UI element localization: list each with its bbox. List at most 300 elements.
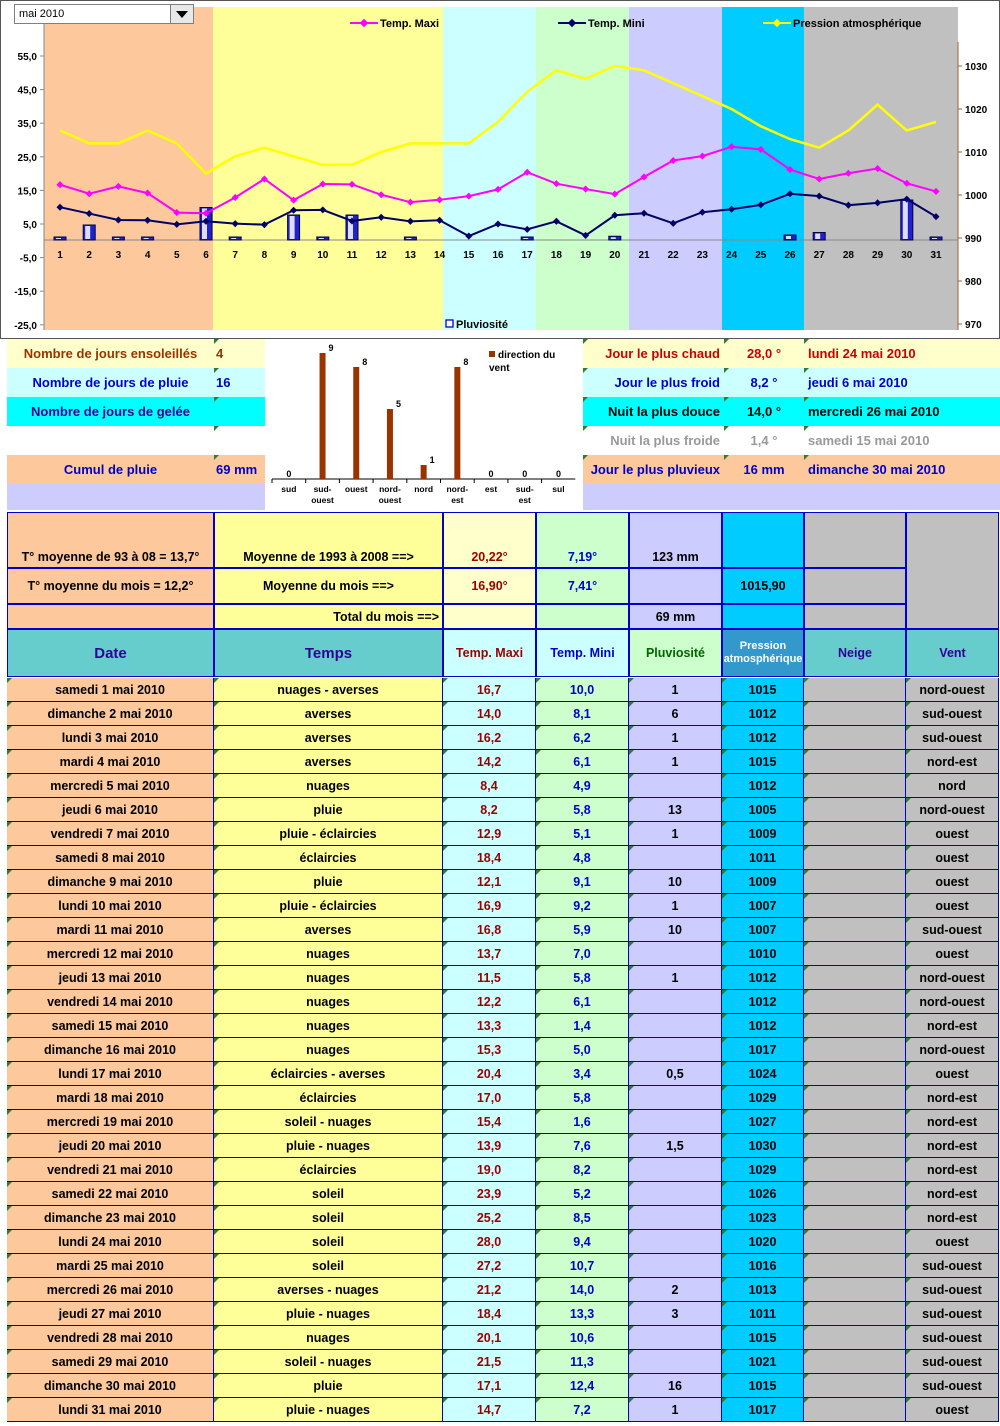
cell-rain xyxy=(629,1254,722,1278)
cell-marker xyxy=(214,1326,219,1331)
cell-marker xyxy=(724,455,729,460)
cell-marker xyxy=(906,942,911,947)
cell-marker xyxy=(7,1014,12,1019)
cell-marker xyxy=(906,1038,911,1043)
cell-max: 14,7 xyxy=(443,1398,536,1422)
header-snow: Neige xyxy=(804,629,906,677)
cell-marker xyxy=(443,1038,448,1043)
chevron-down-icon[interactable] xyxy=(170,5,193,23)
cell-marker xyxy=(722,1134,727,1139)
cell-wind: ouest xyxy=(906,1398,999,1422)
cell-min: 7,0 xyxy=(536,942,629,966)
cell-marker xyxy=(443,870,448,875)
cell-marker xyxy=(629,798,634,803)
cell-temps: éclaircies xyxy=(214,1086,443,1110)
stat-label: Nombre de jours ensoleillés xyxy=(7,339,214,368)
cell-max: 12,1 xyxy=(443,870,536,894)
wind-value-label: 8 xyxy=(463,357,469,367)
cell-wind: nord-ouest xyxy=(906,1038,999,1062)
cell-max: 21,2 xyxy=(443,1278,536,1302)
cell-marker xyxy=(804,1398,809,1403)
cell-marker xyxy=(906,678,911,683)
row1-label: Moyenne de 1993 à 2008 ==> xyxy=(214,512,443,568)
cell-min: 1,4 xyxy=(536,1014,629,1038)
cell-marker xyxy=(443,1086,448,1091)
cell-marker xyxy=(804,726,809,731)
cell-max: 13,3 xyxy=(443,1014,536,1038)
cell-press: 1012 xyxy=(722,990,804,1014)
cell-marker xyxy=(7,1206,12,1211)
cell-marker xyxy=(906,894,911,899)
cell-wind: sud-ouest xyxy=(906,1302,999,1326)
cell-max: 28,0 xyxy=(443,1230,536,1254)
cell-marker xyxy=(536,966,541,971)
legend-label: Temp. Mini xyxy=(588,18,645,30)
cell-marker xyxy=(906,702,911,707)
cell-marker xyxy=(536,1374,541,1379)
record-value: 14,0 ° xyxy=(724,397,804,426)
cell-marker xyxy=(722,966,727,971)
cell-snow xyxy=(804,1278,906,1302)
cell-marker xyxy=(7,1038,12,1043)
y2-tick-label: 990 xyxy=(965,234,982,245)
cell-temps: soleil xyxy=(214,1254,443,1278)
cell-snow xyxy=(804,966,906,990)
cell-marker xyxy=(906,1062,911,1067)
cell-marker xyxy=(7,702,12,707)
cell-date: jeudi 6 mai 2010 xyxy=(7,798,214,822)
cell-max: 14,0 xyxy=(443,702,536,726)
cell-marker xyxy=(536,1158,541,1163)
row3-snow xyxy=(804,604,906,629)
cell-marker xyxy=(722,1326,727,1331)
row3-press xyxy=(722,604,804,629)
cell-marker xyxy=(629,1374,634,1379)
y-tick-label: -5,0 xyxy=(19,253,37,265)
header-min: Temp. Mini xyxy=(536,629,629,677)
cell-press: 1029 xyxy=(722,1158,804,1182)
y-tick-label: 5,0 xyxy=(23,220,37,231)
cell-marker xyxy=(214,1062,219,1067)
cell-press: 1013 xyxy=(722,1278,804,1302)
avg-9308-label: T° moyenne de 93 à 08 = 13,7° xyxy=(7,512,214,568)
legend-label: Pression atmosphérique xyxy=(793,18,922,30)
x-tick-label: 5 xyxy=(174,250,180,261)
cell-wind: nord-ouest xyxy=(906,990,999,1014)
cell-press: 1024 xyxy=(722,1062,804,1086)
cell-marker xyxy=(629,678,634,683)
cell-marker xyxy=(804,798,809,803)
cell-date: dimanche 23 mai 2010 xyxy=(7,1206,214,1230)
cell-marker xyxy=(214,1278,219,1283)
cell-rain: 10 xyxy=(629,918,722,942)
cell-marker xyxy=(804,1014,809,1019)
cell-marker xyxy=(214,846,219,851)
cell-min: 9,2 xyxy=(536,894,629,918)
stat-label: Nombre de jours de pluie xyxy=(7,368,214,397)
cell-marker xyxy=(536,678,541,683)
cell-date: samedi 15 mai 2010 xyxy=(7,1014,214,1038)
cell-marker xyxy=(722,1038,727,1043)
cell-marker xyxy=(906,846,911,851)
cell-press: 1020 xyxy=(722,1230,804,1254)
x-tick-label: 1 xyxy=(57,250,63,261)
cell-marker xyxy=(214,678,219,683)
cell-rain xyxy=(629,774,722,798)
cell-marker xyxy=(722,678,727,683)
cell-rain: 1 xyxy=(629,894,722,918)
cell-date: samedi 8 mai 2010 xyxy=(7,846,214,870)
y-tick-label: 35,0 xyxy=(17,119,37,131)
cell-marker xyxy=(443,1398,448,1403)
month-select-value: mai 2010 xyxy=(19,8,65,20)
cell-marker xyxy=(214,774,219,779)
wind-value-label: 0 xyxy=(488,469,494,479)
cell-snow xyxy=(804,894,906,918)
wind-category-label: nord- xyxy=(446,484,469,494)
y-tick-label: -25,0 xyxy=(14,320,37,332)
cell-wind: nord-est xyxy=(906,1206,999,1230)
x-tick-label: 12 xyxy=(375,250,387,261)
cell-marker xyxy=(724,426,729,431)
cell-wind: ouest xyxy=(906,1230,999,1254)
cell-max: 15,3 xyxy=(443,1038,536,1062)
x-tick-label: 30 xyxy=(901,250,913,261)
wind-category-label: sud- xyxy=(515,484,534,494)
cell-wind: nord xyxy=(906,774,999,798)
cell-press: 1005 xyxy=(722,798,804,822)
cell-marker xyxy=(536,1182,541,1187)
cell-snow xyxy=(804,822,906,846)
cell-max: 15,4 xyxy=(443,1110,536,1134)
cell-marker xyxy=(536,1206,541,1211)
cell-marker xyxy=(629,822,634,827)
cell-rain: 3 xyxy=(629,1302,722,1326)
cell-wind: sud-ouest xyxy=(906,1278,999,1302)
cell-temps: éclaircies xyxy=(214,1158,443,1182)
cell-date: mercredi 19 mai 2010 xyxy=(7,1110,214,1134)
month-select[interactable] xyxy=(14,4,194,24)
cell-marker xyxy=(583,368,588,373)
cell-snow xyxy=(804,1374,906,1398)
cell-min: 5,2 xyxy=(536,1182,629,1206)
cell-marker xyxy=(906,1374,911,1379)
cell-marker xyxy=(804,1038,809,1043)
cell-temps: nuages - averses xyxy=(214,678,443,702)
record-value: 28,0 ° xyxy=(724,339,804,368)
cell-date: vendredi 28 mai 2010 xyxy=(7,1326,214,1350)
cell-marker xyxy=(536,990,541,995)
cell-temps: pluie - nuages xyxy=(214,1398,443,1422)
cell-marker xyxy=(629,726,634,731)
cell-marker xyxy=(214,942,219,947)
cell-marker xyxy=(7,1278,12,1283)
cell-marker xyxy=(443,1134,448,1139)
cell-rain: 1 xyxy=(629,678,722,702)
cell-marker xyxy=(906,870,911,875)
header-max: Temp. Maxi xyxy=(443,629,536,677)
cell-marker xyxy=(804,942,809,947)
x-tick-label: 14 xyxy=(434,250,446,261)
cell-wind: ouest xyxy=(906,822,999,846)
cell-rain xyxy=(629,846,722,870)
rain-bar-shine xyxy=(114,238,119,239)
cell-marker xyxy=(214,368,219,373)
stat-label: Cumul de pluie xyxy=(7,455,214,484)
cell-marker xyxy=(629,1230,634,1235)
cell-wind: nord-est xyxy=(906,1086,999,1110)
cell-marker xyxy=(906,990,911,995)
rain-bar-shine xyxy=(231,238,236,239)
wind-category-label: sud- xyxy=(313,484,332,494)
cell-date: vendredi 7 mai 2010 xyxy=(7,822,214,846)
wind-bar xyxy=(454,367,460,479)
y2-tick-label: 1010 xyxy=(965,148,988,159)
cell-marker xyxy=(443,750,448,755)
cell-marker xyxy=(629,1278,634,1283)
cell-marker xyxy=(7,1326,12,1331)
cell-wind: nord-est xyxy=(906,750,999,774)
cell-max: 13,9 xyxy=(443,1134,536,1158)
rain-bar-shine xyxy=(144,238,149,239)
x-tick-label: 19 xyxy=(580,250,592,261)
cell-marker xyxy=(906,1014,911,1019)
cell-marker xyxy=(906,798,911,803)
y-tick-label: 25,0 xyxy=(17,152,37,164)
cell-marker xyxy=(7,1182,12,1187)
cell-date: vendredi 21 mai 2010 xyxy=(7,1158,214,1182)
x-tick-label: 21 xyxy=(638,250,650,261)
cell-press: 1017 xyxy=(722,1038,804,1062)
cell-wind: nord-est xyxy=(906,1158,999,1182)
row3-blank xyxy=(7,604,214,629)
x-tick-label: 22 xyxy=(667,250,679,261)
cell-press: 1026 xyxy=(722,1182,804,1206)
legend-rain-label: Pluviosité xyxy=(456,319,508,331)
cell-marker xyxy=(536,1110,541,1115)
cell-max: 17,0 xyxy=(443,1086,536,1110)
cell-marker xyxy=(443,966,448,971)
x-tick-label: 23 xyxy=(696,250,708,261)
cell-marker xyxy=(214,1254,219,1259)
cell-max: 16,7 xyxy=(443,678,536,702)
cell-marker xyxy=(443,726,448,731)
cell-temps: nuages xyxy=(214,1014,443,1038)
cell-marker xyxy=(443,678,448,683)
cell-marker xyxy=(722,990,727,995)
cell-marker xyxy=(7,1350,12,1355)
cell-max: 20,4 xyxy=(443,1062,536,1086)
cell-temps: pluie xyxy=(214,870,443,894)
wind-category-label: est xyxy=(451,495,464,505)
x-tick-label: 8 xyxy=(261,250,268,261)
cell-snow xyxy=(804,990,906,1014)
cell-marker xyxy=(214,1398,219,1403)
cell-temps: nuages xyxy=(214,1326,443,1350)
stat-value xyxy=(214,397,265,426)
cell-wind: ouest xyxy=(906,870,999,894)
cell-max: 13,7 xyxy=(443,942,536,966)
cell-wind: sud-ouest xyxy=(906,702,999,726)
cell-snow xyxy=(804,750,906,774)
cell-marker xyxy=(629,1134,634,1139)
cell-marker xyxy=(443,1302,448,1307)
cell-marker xyxy=(906,918,911,923)
cell-max: 12,2 xyxy=(443,990,536,1014)
cell-min: 8,5 xyxy=(536,1206,629,1230)
cell-marker xyxy=(536,1134,541,1139)
cell-marker xyxy=(906,1326,911,1331)
cell-marker xyxy=(7,1062,12,1067)
rain-bar-shine xyxy=(523,238,528,239)
cell-max: 14,2 xyxy=(443,750,536,774)
cell-marker xyxy=(906,774,911,779)
cell-date: mercredi 12 mai 2010 xyxy=(7,942,214,966)
wind-legend-marker xyxy=(489,351,495,357)
cell-date: mercredi 26 mai 2010 xyxy=(7,1278,214,1302)
record-label: Nuit la plus douce xyxy=(583,397,724,426)
cell-wind: sud-ouest xyxy=(906,1374,999,1398)
y2-tick-label: 1020 xyxy=(965,105,988,116)
cell-snow xyxy=(804,1254,906,1278)
stat-spacer xyxy=(7,484,265,510)
cell-temps: pluie - nuages xyxy=(214,1134,443,1158)
cell-marker xyxy=(536,894,541,899)
x-tick-label: 15 xyxy=(463,250,475,261)
cell-press: 1012 xyxy=(722,774,804,798)
x-tick-label: 29 xyxy=(872,250,884,261)
cell-marker xyxy=(722,1110,727,1115)
x-tick-label: 20 xyxy=(609,250,621,261)
cell-rain xyxy=(629,1038,722,1062)
cell-marker xyxy=(7,966,12,971)
cell-max: 21,5 xyxy=(443,1350,536,1374)
cell-snow xyxy=(804,870,906,894)
cell-temps: éclaircies - averses xyxy=(214,1062,443,1086)
chart-band xyxy=(44,7,213,330)
cell-marker xyxy=(804,894,809,899)
cell-marker xyxy=(804,1182,809,1187)
rain-bar-shine xyxy=(611,237,616,239)
cell-marker xyxy=(906,1158,911,1163)
cell-marker xyxy=(443,1014,448,1019)
cell-marker xyxy=(804,1158,809,1163)
cell-marker xyxy=(7,1230,12,1235)
cell-marker xyxy=(443,942,448,947)
cell-snow xyxy=(804,1302,906,1326)
cell-marker xyxy=(443,1254,448,1259)
cell-wind: sud-ouest xyxy=(906,1350,999,1374)
cell-marker xyxy=(443,846,448,851)
cell-marker xyxy=(722,1206,727,1211)
cell-marker xyxy=(629,1110,634,1115)
cell-press: 1009 xyxy=(722,870,804,894)
cell-marker xyxy=(7,822,12,827)
cell-rain xyxy=(629,1086,722,1110)
cell-press: 1015 xyxy=(722,1374,804,1398)
wind-value-label: 0 xyxy=(286,469,292,479)
cell-marker xyxy=(214,1086,219,1091)
cell-marker xyxy=(629,1302,634,1307)
cell-date: mardi 4 mai 2010 xyxy=(7,750,214,774)
cell-marker xyxy=(722,1302,727,1307)
cell-temps: nuages xyxy=(214,774,443,798)
cell-temps: pluie xyxy=(214,1374,443,1398)
wind-category-label: nord- xyxy=(379,484,401,494)
cell-marker xyxy=(214,702,219,707)
cell-temps: soleil xyxy=(214,1182,443,1206)
cell-date: dimanche 30 mai 2010 xyxy=(7,1374,214,1398)
cell-min: 9,1 xyxy=(536,870,629,894)
cell-marker xyxy=(7,870,12,875)
cell-rain xyxy=(629,1182,722,1206)
cell-marker xyxy=(629,1038,634,1043)
cell-marker xyxy=(443,798,448,803)
stat-value: 69 mm xyxy=(214,455,265,484)
cell-rain: 10 xyxy=(629,870,722,894)
chart-band xyxy=(536,7,629,330)
cell-date: jeudi 13 mai 2010 xyxy=(7,966,214,990)
cell-marker xyxy=(722,750,727,755)
header-rain: Pluviosité xyxy=(629,629,722,677)
cell-marker xyxy=(629,750,634,755)
cell-wind: nord-ouest xyxy=(906,798,999,822)
cell-min: 10,0 xyxy=(536,678,629,702)
cell-marker xyxy=(443,1350,448,1355)
cell-marker xyxy=(7,1110,12,1115)
cell-temps: averses - nuages xyxy=(214,1278,443,1302)
cell-marker xyxy=(7,1254,12,1259)
x-tick-label: 13 xyxy=(404,250,416,261)
cell-press: 1029 xyxy=(722,1086,804,1110)
cell-marker xyxy=(722,894,727,899)
cell-marker xyxy=(906,966,911,971)
cell-press: 1015 xyxy=(722,1326,804,1350)
record-date: jeudi 6 mai 2010 xyxy=(804,368,1000,397)
cell-wind: sud-ouest xyxy=(906,918,999,942)
cell-snow xyxy=(804,1326,906,1350)
header-wind: Vent xyxy=(906,629,999,677)
rain-bar-shine xyxy=(786,236,791,239)
cell-marker xyxy=(7,1374,12,1379)
cell-marker xyxy=(443,1230,448,1235)
cell-press: 1007 xyxy=(722,918,804,942)
record-value: 1,4 ° xyxy=(724,426,804,455)
cell-marker xyxy=(724,339,729,344)
cell-rain: 6 xyxy=(629,702,722,726)
cell-date: mardi 11 mai 2010 xyxy=(7,918,214,942)
stat-value: 16 xyxy=(214,368,265,397)
cell-marker xyxy=(214,918,219,923)
wind-category-label: ouest xyxy=(378,495,402,505)
cell-marker xyxy=(443,1158,448,1163)
cell-max: 8,4 xyxy=(443,774,536,798)
cell-temps: soleil - nuages xyxy=(214,1350,443,1374)
cell-snow xyxy=(804,846,906,870)
cell-marker xyxy=(7,894,12,899)
cell-marker xyxy=(443,1278,448,1283)
cell-temps: averses xyxy=(214,750,443,774)
cell-press: 1011 xyxy=(722,846,804,870)
cell-wind: sud-ouest xyxy=(906,1254,999,1278)
cell-marker xyxy=(804,1350,809,1355)
cell-snow xyxy=(804,1110,906,1134)
chart-band xyxy=(213,7,443,330)
cell-marker xyxy=(804,455,809,460)
cell-press: 1012 xyxy=(722,702,804,726)
cell-press: 1012 xyxy=(722,1014,804,1038)
cell-marker xyxy=(804,1302,809,1307)
